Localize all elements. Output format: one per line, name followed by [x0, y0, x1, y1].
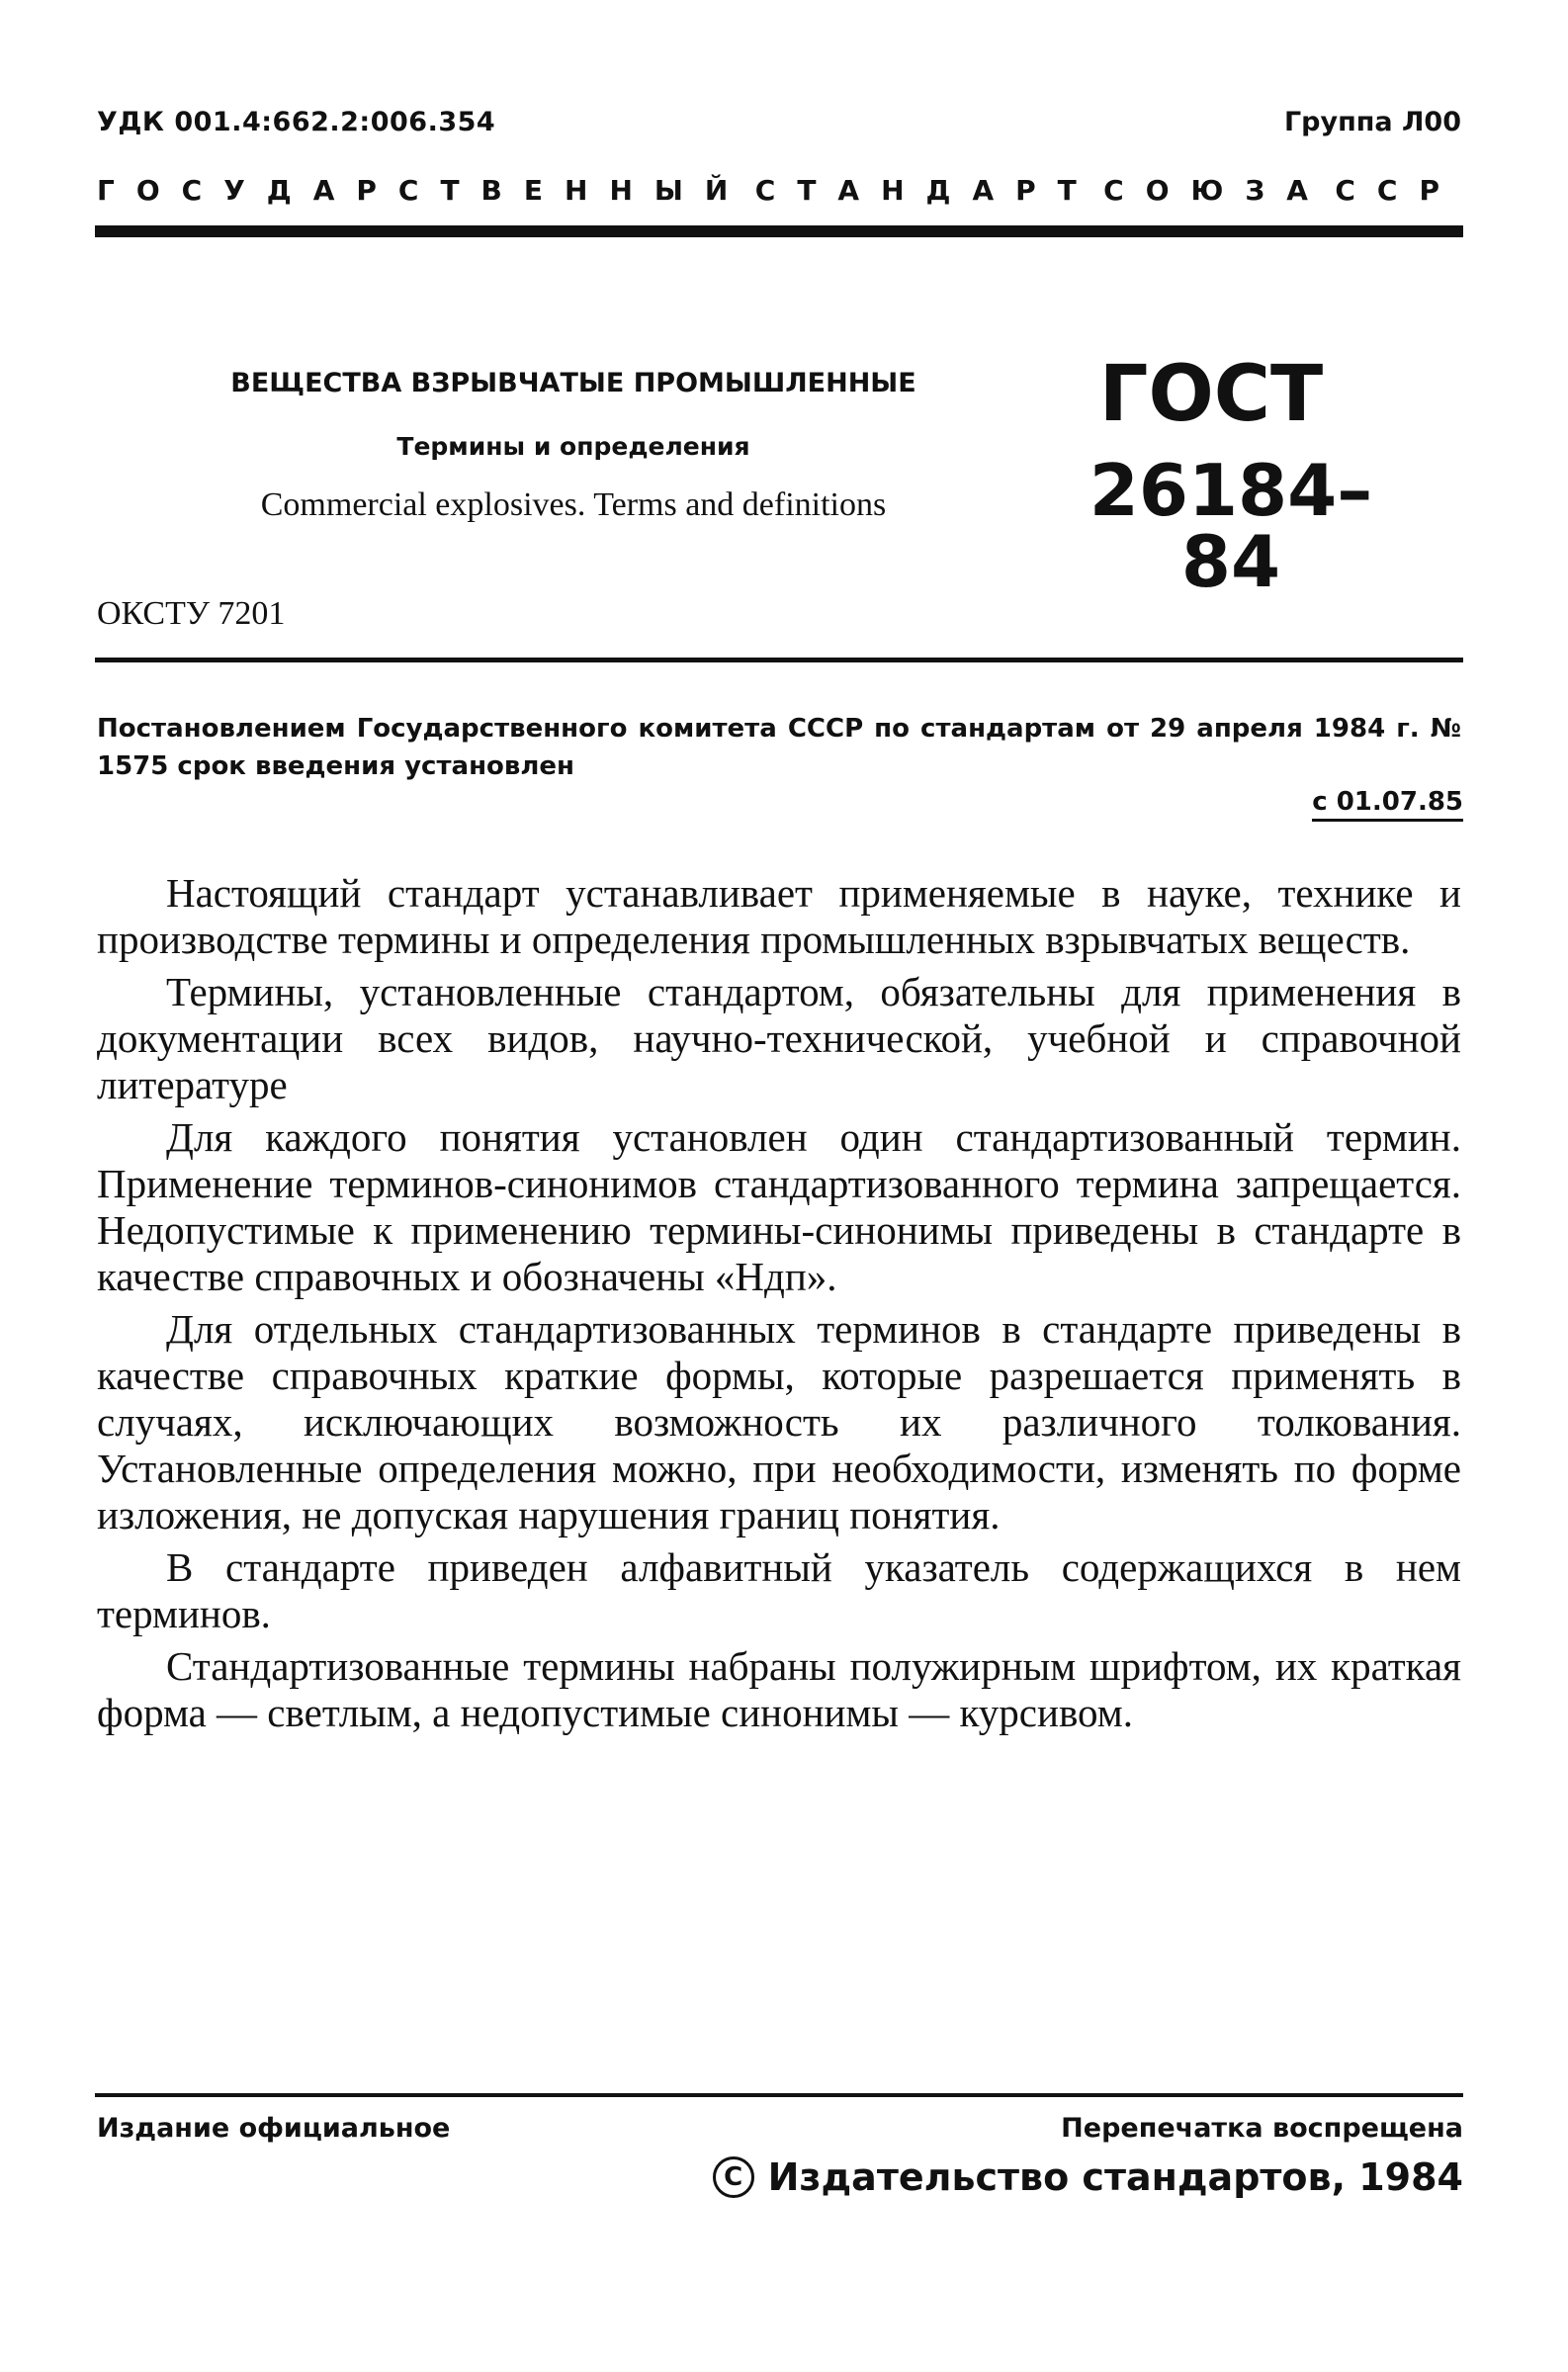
body-text	[97, 870, 1461, 1742]
paragraph: Для отдельных стандартизованных терминов в стандарте приведены в качестве справочных краткие формы, которые разрешается применять в случаях, исключающих возможность их различного толкования. Установленные определения можно, при необходимости, изменять по форме изложения, не допуская нарушения границ понятия.	[97, 1306, 1461, 1537]
paragraph: Для каждого понятия установлен один стандартизованный термин. Применение терминов-синонимов стандартизованного термина запрещается. Недопустимые к применению термины-синонимы приведены в стандарте в качестве справочных и обозначены «Ндп».	[97, 1114, 1461, 1299]
state-standard-heading	[97, 174, 1461, 207]
official-edition-label: Издание официальное	[97, 2113, 451, 2144]
gost-number: 26184–84	[1089, 449, 1373, 603]
publisher-line	[713, 2155, 1463, 2199]
paragraph: В стандарте приведен алфавитный указатель содержащихся в нем терминов.	[97, 1544, 1461, 1636]
publisher-name: Издательство стандартов, 1984	[767, 2155, 1463, 2199]
udk-code: УДК 001.4:662.2:006.354	[97, 107, 496, 137]
effective-date: с 01.07.85	[1312, 787, 1463, 822]
document-subtitle: Термины и определения	[396, 432, 750, 461]
heading-word: ГОСУДАРСТВЕННЫЙ	[97, 174, 750, 207]
paragraph: Термины, установленные стандартом, обязательны для применения в документации всех видов, научно-технической, учебной и справочной литературе	[97, 969, 1461, 1107]
paragraph: Настоящий стандарт устанавливает применяемые в науке, технике и производстве термины и определения промышленных взрывчатых веществ.	[97, 870, 1461, 962]
gost-label: ГОСТ	[1098, 350, 1324, 439]
title-rule	[95, 658, 1463, 662]
document-title: ВЕЩЕСТВА ВЗРЫВЧАТЫЕ ПРОМЫШЛЕННЫЕ	[230, 368, 916, 398]
reprint-notice: Перепечатка воспрещена	[1061, 2113, 1463, 2144]
heading-word: ССР	[1335, 174, 1461, 207]
okstu-code: ОКСТУ 7201	[97, 595, 286, 632]
footer-rule	[95, 2093, 1463, 2097]
decree-text: Постановлением Государственного комитета СССР по стандартам от 29 апреля 1984 г. № 1575 срок введения установлен	[97, 714, 1461, 781]
paragraph: Стандартизованные термины набраны полужирным шрифтом, их краткая форма — светлым, а недопустимые синонимы — курсивом.	[97, 1643, 1461, 1735]
copyright-icon: C	[713, 2156, 754, 2198]
document-title-english: Commercial explosives. Terms and definitions	[260, 486, 887, 523]
heading-word: СОЮЗА	[1103, 174, 1330, 207]
header-rule	[95, 225, 1463, 237]
heading-word: СТАНДАРТ	[754, 174, 1098, 207]
group-code: Группа Л00	[1283, 107, 1461, 137]
